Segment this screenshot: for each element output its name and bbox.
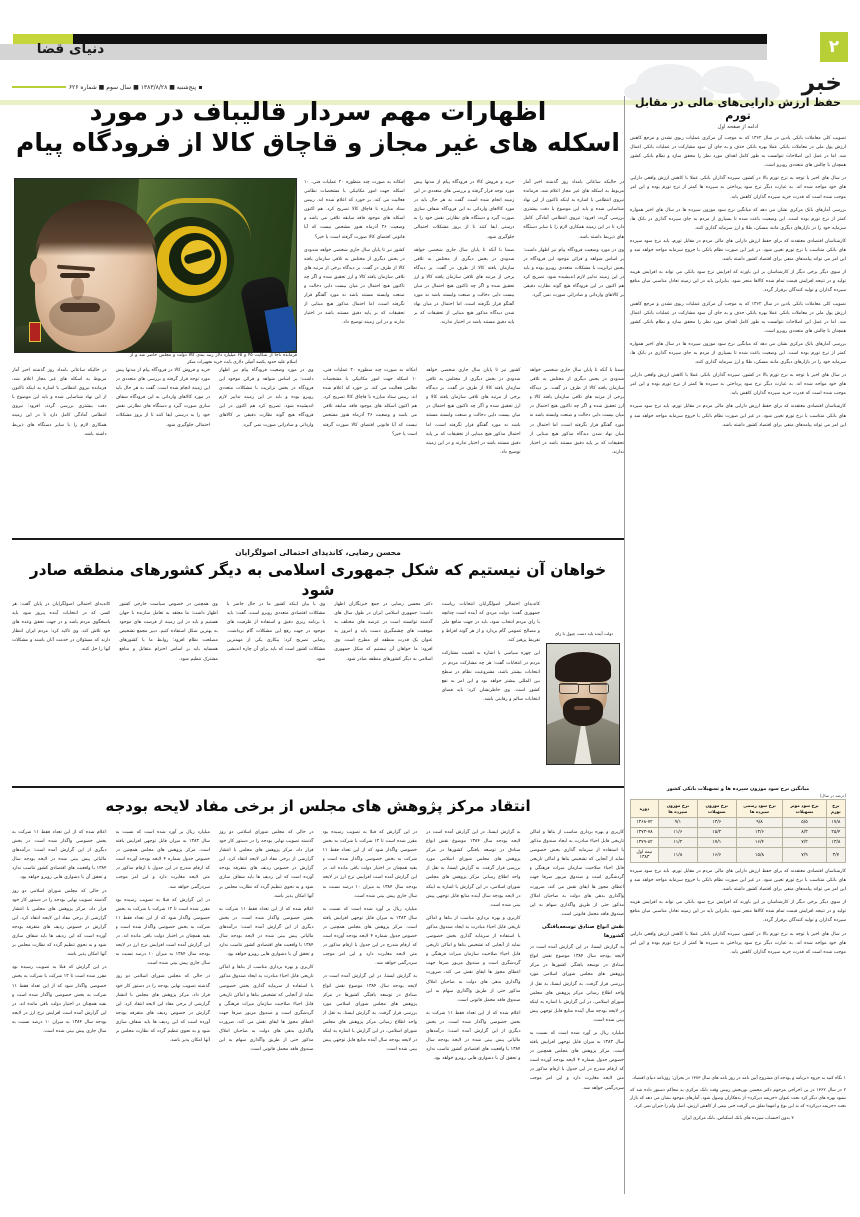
story2-kicker: محسن رضایی، کاندیدای احتمالی اصولگرایان [235, 548, 401, 557]
photo-mohsen-rezaee [546, 643, 620, 765]
story3-paragraph: کاربری و بهره برداری مناسب از بناها و اماکن تاریخی قابل احیاء مبادرت به ایجاد صندوق مذکور با استفاده از سرمایه گذاری بخش خصوصی نماید از آنجایی که تشخیص بناها و اماکن تاریخی قابل احیاء صلاحیت سازمان میراث فرهنگی و گردشگری است و صندوق مزبور صرفا جهت اعطای مجوز ها ایفای نقش می کند، ضرورت واگذاری بدهی های دولت به صاحبان املاک مذکور حتی از طریق واگذاری سهام به این صندوق فاقد محمل قانونی است. [426, 915, 521, 1003]
story3-column [116, 828, 211, 1196]
rail-paragraph: از سوی دیگر برخی دیگر از کارشناسان بر این باورند که افزایش نرخ سود بانکی می تواند به افزایش هزینه تولید و در نتیجه افزایش قیمت تمام شده کالاها منجر شود. بنابراین باید در این زمینه تعادل مناسبی میان منافع سپرده گذاران و تولید کنندگان برقرار گردد. [630, 900, 846, 924]
story3-paragraph: اعلام شده که از این تعداد فقط ۱۱ شرکت به بخش خصوصی واگذار شده است. در بخش دیگری از این گزارش آمده است: درآمدهای مالیاتی پیش بینی شده در لایحه بودجه سال ۱۳۸۴ با واقعیت های اقتصادی کشور تناسب ندارد و تحقق آن با دشواری هایی روبرو خواهد بود. [219, 906, 314, 958]
story3-paragraph: میلیارد ریال بر آورد شده است که نسبت به سال ۱۳۸۳ به میزان قابل توجهی افزایش یافته است. مرکز پژوهش های مجلس همچنین در خصوص جدول شماره ۴ لایحه بودجه آورده است که ارقام مندرج در این جدول با ارقام مذکور در متن لایحه مغایرت دارد و این امر موجب سردرگمی خواهد شد. [115, 830, 210, 890]
section-title: خبر [801, 70, 842, 96]
story3-paragraph: کاربری و بهره برداری مناسب از بناها و اماکن تاریخی قابل احیاء مبادرت به ایجاد صندوق مذکور با استفاده از سرمایه گذاری بخش خصوصی نماید از آنجایی که تشخیص بناها و اماکن تاریخی قابل احیاء صلاحیت سازمان میراث فرهنگی و گردشگری است و صندوق مزبور صرفا جهت اعطای مجوز ها ایفای نقش می کند، ضرورت واگذاری بدهی های دولت به صاحبان املاک مذکور حتی از طریق واگذاری سهام به این صندوق فاقد محمل قانونی است. [529, 830, 624, 917]
story1-paragraph: کشور نیز تا پایان سال جاری شخصی خواهد شدودی در بخش دیگری از مختلش به تلاقی سازمان یافته کالا از طرف در گفت. بر دیدگاه برخی از مرتبه های تلاقی سازمان یافته کالا و ارز تحقیق شده و اگر چه تاکنون هیچ احتمال در میان بیست دایی دخالت و صنعت وابسته مستند باشد نه مورد گفتگو قرار نگرفته است، اما احتمال مذکور هیچ مبنایی از تحقیقات که بر پایه دقیق مستند باشد در اختیار ندارند و در این زمینه توضیح داد. [303, 247, 405, 326]
story3-paragraph: در حالی که مجلس شورای اسلامی دو روز گذشته تصویب نهایی بودجه را در دستور کار خود قرار داد، مرکز پژوهش های مجلس با انتشار گزارشی از برخی مفاد این لایحه انتقاد کرد. این گزارش در خصوص ردیف های متفرقه بودجه آورده است که این ردیف ها باید شفاف سازی شود و به نحوی تنظیم گردد که نظارت مجلس بر آنها امکان پذیر باشد. [219, 830, 314, 899]
subject-ear [30, 258, 47, 284]
rates-col-header: نرخ تورم [826, 800, 845, 818]
story3-column [12, 828, 107, 1196]
story2-paragraph: وی با بیان اینکه کشور ما در حال حاضر با مشکلات اقتصادی متعددی روبرو است، گفت: باید با برنامه ریزی دقیق و استفاده از ظرفیت های موجود در جهت رفع این مشکلات گام برداشت. رضایی تصریح کرد: بیکاری یکی از مهمترین مشکلات کشور است که باید برای آن چاره اندیشی شود. [226, 602, 326, 662]
story1-paragraph: کشور نیز تا پایان سال جاری شخصی خواهد شدودی در بخش دیگری از مختلش به تلاقی سازمان یافته کالا از طرف در گفت. بر دیدگاه برخی از مرتبه های تلاقی سازمان یافته کالا و ارز تحقیق شده و اگر چه تاکنون هیچ احتمال در میان بیست دایی دخالت و صنعت وابسته مستند باشد نه مورد گفتگو قرار نگرفته است، اما احتمال مذکور هیچ مبنایی از تحقیقات که بر پایه دقیق مستند باشد در اختیار ندارند و در این زمینه توضیح داد. [426, 368, 521, 455]
subject-beard [563, 698, 603, 726]
story3-paragraph: در این گزارش که قبلا به تصویب رسیده بود مقرر شده است تا ۱۲ شرکت با شرکت به بخش خصوصی واگذار شود که از این تعداد فقط ۱۱ شرکت به بخش خصوصی واگذار شده است و بقیه همچنان در اختیار دولت باقی مانده اند. در این گزارش آمده است افزایش نرخ ارز در لایحه بودجه سال ۱۳۸۴ به میزان ۱۰ درصد نسبت به سال جاری پیش بینی شده است. [322, 830, 417, 899]
story2-column [442, 600, 540, 784]
subject-hair [555, 652, 611, 682]
rates-col-header: نرخ سود رسمی سپرده ها [736, 800, 783, 818]
dateline-text: پنج‌شنبه ■ ۱۳۸۳/۸/۲۸ ■ سال سوم ■ شماره ۶۲۶ [68, 83, 196, 91]
story2-paragraph: کاندیدای احتمالی اصولگرایان انتخابات ریاست جمهوری گفت: دولت مردی که آینده است چنانچه با رای مردم انتخاب شود، باید در جهت منافع ملی و مصالح عمومی گام بردارد و از هر گونه افراط و تفریط پرهیز کند. [441, 602, 540, 644]
story-qalibaf [12, 96, 624, 158]
rates-cell: ۱۳۷۹-۸۲ [631, 838, 659, 848]
story1-column [426, 366, 521, 528]
story3-paragraph: به گزارش ایسنا، در این گزارش آمده است در لایحه بودجه سال ۱۳۸۴ موضوع نقش انواع صنادق در توسعه یافتگی کشورها در مرکز پژوهش های مجلس شورای اسلامی مورد بررسی قرار گرفت. به گزارش ایسنا، به نقل از واحد اطلاع رسانی مرکز پژوهش های مجلس شورای اسلامی، در این گزارش با اشاره به اینکه در لایحه بودجه سال آینده منابع قابل توجهی پیش بینی شده است. [426, 830, 521, 908]
rail-footnote: ۳ بدون احتساب سپرده های بانک اسکناس، بانک مرکزی ایران [682, 1116, 794, 1121]
story2-paragraph: دکتر محسن رضایی در جمع خبرنگاران اظهار داشت: جمهوری اسلامی ایران در طول سال های گذشته توانسته است در عرصه های مختلف به موفقیت های چشمگیری دست یابد و امروز به عنوان یک قدرت منطقه ای مطرح است. وی افزود: ما خواهان آن نیستیم که شکل جمهوری اسلامی به دیگر کشورهای منطقه صادر شود. [334, 602, 433, 662]
story3-column [530, 828, 625, 1196]
rates-cell: ۱۱/۶ [658, 828, 697, 838]
table-row [631, 828, 846, 838]
table-row [631, 818, 846, 828]
rail-paragraph: بررسی آمارهای بانک مرکزی نشان می دهد که میانگین نرخ سود موزون سپرده ها در سال های اخیر همواره کمتر از نرخ تورم بوده است. این وضعیت باعث شده تا بسیاری از مردم به جای سپرده گذاری در بانک ها، سرمایه خود را در بازارهای دیگری مانند مسکن، طلا و ارز سرمایه گذاری کنند. [630, 341, 846, 366]
story3-paragraph: به گزارش ایسنا، در این گزارش آمده است در لایحه بودجه سال ۱۳۸۴ موضوع نقش انواع صنادق در توسعه یافتگی کشورها در مرکز پژوهش های مجلس شورای اسلامی مورد بررسی قرار گرفت. به گزارش ایسنا، به نقل از واحد اطلاع رسانی مرکز پژوهش های مجلس شورای اسلامی، در این گزارش با اشاره به اینکه در لایحه بودجه سال آینده منابع قابل توجهی پیش بینی شده است. [322, 974, 417, 1053]
rates-cell: ۱۳/۶ [697, 818, 736, 828]
rates-cell: ۱۶/۴ [736, 838, 783, 848]
story3-columns [12, 828, 624, 1196]
story1-column [323, 366, 418, 528]
story3-headline: انتقاد مرکز پژوهش های مجلس از برخی مفاد لایحه بودجه [105, 797, 531, 815]
rates-table [630, 799, 846, 863]
story3-column [219, 828, 314, 1196]
table-row [631, 838, 846, 848]
story3-paragraph: میلیارد ریال بر آورد شده است که نسبت به سال ۱۳۸۳ به میزان قابل توجهی افزایش یافته است. مرکز پژوهش های مجلس همچنین در خصوص جدول شماره ۴ لایحه بودجه آورده است که ارقام مندرج در این جدول با ارقام مذکور در متن لایحه مغایرت دارد و این امر موجب سردرگمی خواهد شد. [322, 906, 417, 967]
story3-paragraph: اعلام شده که از این تعداد فقط ۱۱ شرکت به بخش خصوصی واگذار شده است. در بخش دیگری از این گزارش آمده است: درآمدهای مالیاتی پیش بینی شده در لایحه بودجه سال ۱۳۸۴ با واقعیت های اقتصادی کشور تناسب ندارد و تحقق آن با دشواری هایی روبرو خواهد بود. [12, 830, 107, 881]
story3-paragraph: به گزارش ایسنا، در این گزارش آمده است در لایحه بودجه سال ۱۳۸۴ موضوع نقش انواع صنادق در توسعه یافتگی کشورها در مرکز پژوهش های مجلس شورای اسلامی مورد بررسی قرار گرفت. به گزارش ایسنا، به نقل از واحد اطلاع رسانی مرکز پژوهش های مجلس شورای اسلامی، در این گزارش با اشاره به اینکه در لایحه بودجه سال آینده منابع قابل توجهی پیش بینی شده است. [529, 945, 624, 1023]
story3-paragraph: در حالی که مجلس شورای اسلامی دو روز گذشته تصویب نهایی بودجه را در دستور کار خود قرار داد، مرکز پژوهش های مجلس با انتشار گزارشی از برخی مفاد این لایحه انتقاد کرد. این گزارش در خصوص ردیف های متفرقه بودجه آورده است که این ردیف ها باید شفاف سازی شود و به نحوی تنظیم گردد که نظارت مجلس بر آنها امکان پذیر باشد. [12, 888, 107, 958]
subject-beard-shadow [49, 296, 115, 336]
rates-cell: ۱۱/۸ [658, 848, 697, 863]
story2-paragraph: وی همچنین در خصوص سیاست خارجی کشور اظهار داشت: ما معتقد به تعامل سازنده با جهان هستیم و باید در این زمینه از فرصت های موجود به بهترین شکل استفاده کنیم. دبیر مجمع تشخیص مصلحت نظام افزود: روابط ما با کشورهای همسایه باید بر اساس احترام متقابل و منافع مشترک تنظیم شود. [119, 602, 218, 662]
photo2-caption-wrap [546, 630, 622, 637]
story-budget-critique [12, 796, 624, 816]
dateline-rule [12, 86, 66, 88]
masthead-black-bar [40, 34, 767, 44]
photo1-caption-wrap [130, 352, 297, 367]
rates-cell: ۱۳/۶ [736, 828, 783, 838]
headline-line-2: اسکله های غیر مجاز و قاچاق کالا از فرودگاه پیام [16, 128, 620, 157]
subject-moustache [60, 303, 100, 312]
story2-paragraph: این چهره سیاسی با اشاره به اهمیت مشارکت مردم در انتخابات گفت: هر چه مشارکت مردم در انتخابات بیشتر باشد، مشروعیت نظام در سطح بین المللی بیشتر خواهد بود و این امر به نفع کشور است. وی خاطرنشان کرد: باید فضای انتخابات سالم و رقابتی باشد. [441, 651, 540, 702]
rates-cell: ۱۶/۶ [697, 848, 736, 863]
story1-column [219, 366, 314, 528]
rates-cell: ۱۳/۸ [826, 838, 845, 848]
story1-paragraph: در حالیکه ساعاتی بامداد روز گذشته اخیر آمار مربوط به اسکله های غیر مجاز اعلام شد، فرمانده نیروی انتظامی با اشاره به اینکه تاکنون از این نهاد شناسایی شده و باید این موضوع با دقت بیشتری بررسی گردد، افزود: نیروی انتظامی آمادگی کامل دارد تا در این زمینه همکاری لازم را با سایر دستگاه های ذیربط داشته باشد. [523, 180, 624, 240]
rank-insignia [29, 322, 41, 342]
rates-cell: ۸/۳ [783, 828, 826, 838]
rates-cell: ۹/۸ [736, 818, 783, 828]
rail-body-bottom [630, 867, 846, 1071]
rates-cell: ۱۳۷۳-۷۸ [631, 828, 659, 838]
rates-table-caption: میانگین نرخ سود موزون سپرده ها و تسهیلات بانکی کشور [666, 786, 810, 792]
rail-footnote: ۱ نگاه کنید به جزوه «برنامه و بودجه ای مشروح آیین نامه در روز نامه های سال ۱۳۸۳ در بحران: روزنامه دنیای اقتصاد. [631, 1076, 846, 1081]
page-title: اظهارات مهم سردار قالیباف در مورد [89, 97, 547, 126]
story1-paragraph: ضمنا با آنکه تا پایان سال جاری شخصی خواهد شدودی در بخش دیگری از مختلش به تلاقی سازمان یافته کالا از طرف در گفت. بر دیدگاه برخی از مرتبه های تلاقی سازمان یافته کالا و ارز تحقیق شده و اگر چه تاکنون هیچ احتمال در میان بیست دایی دخالت و صنعت وابسته باشد نه مورد گفتگو قرار نگرفته است، اما احتمال در میان نهاد شدن دیدگاه مذکور هیچ مبنایی از تحقیقات که بر پایه دقیق مستند باشد در اختیار ندارند. [413, 247, 515, 326]
story2-paragraph: کاندیدای احتمالی اصولگرایان در پایان گفت: هر کسی که در انتخابات آینده پیروز شود باید پاسخگوی مردم باشد و در جهت تحقق وعده های خود تلاش کند. وی تاکید کرد: مردم ایران انتظار دارند که مسئولان در خدمت آنان باشند و مشکلات آنها را حل کنند. [11, 602, 111, 653]
rates-cell: ۷/۲ [783, 838, 826, 848]
story3-column [426, 828, 521, 1196]
rail-body-top [630, 134, 846, 786]
photo-caption: فرمانده ناجا از شکایت ۴۵ و ۶۵ میلیارد دلار رتبه بندی کالا دولت و مجلس حاضر شد و از اسلام علیه حدود یکصد آمپلی دلاری بابت خرید تجهیزات منکر [130, 353, 297, 366]
dateline [12, 82, 202, 92]
rates-cell: ۷/۹ [783, 848, 826, 863]
rates-cell: نیمه اول ۱۳۸۳ [631, 848, 659, 863]
rail-title: حفظ ارزش دارایی‌های مالی در مقابل تورم [635, 96, 841, 122]
story1-paragraph: امکانه به صورت چند منظوره ۲۰ عملیات فنی، ۱۰ اسکله جهت امور مکانیکی با مشخصات نظامی فعالیت می کند. بر خورد که اعلام شده اند. رییس ستاد مبارزه با قاچاق کالا تصریح کرد. هم اکنون اسکله های موجود فاقد سابقه تلاقی می باشد و وضعیت ۲۶ آذرماه هنوز مشخص نیست که آیا قانونی اقتضای کالا صورت گرفته است یا خیر؟ [303, 180, 405, 240]
story1-paragraph: در حالیکه ساعاتی بامداد روز گذشته اخیر آمار مربوط به اسکله های غیر مجاز اعلام شد، فرمانده نیروی انتظامی با اشاره به اینکه تاکنون از این نهاد شناسایی شده و باید این موضوع با دقت بیشتری بررسی گردد، افزود: نیروی انتظامی آمادگی کامل دارد تا در این زمینه همکاری لازم را با سایر دستگاه های ذیربط داشته باشد. [12, 368, 107, 437]
divider-story2-story3 [12, 786, 624, 788]
story2-photo-tail [546, 768, 622, 784]
rates-col-header: نرخ سود موثر تسهیلات [783, 800, 826, 818]
story3-paragraph: در حالی که مجلس شورای اسلامی دو روز گذشته تصویب نهایی بودجه را در دستور کار خود قرار داد، مرکز پژوهش های مجلس با انتشار گزارشی از برخی مفاد این لایحه انتقاد کرد. این گزارش در خصوص ردیف های متفرقه بودجه آورده است که این ردیف ها باید شفاف سازی شود و به نحوی تنظیم گردد که نظارت مجلس بر آنها امکان پذیر باشد. [115, 974, 210, 1044]
story1-paragraph: امکانه به صورت چند منظوره ۲۰ عملیات فنی، ۱۰ اسکله جهت امور مکانیکی با مشخصات نظامی فعالیت می کند. بر خورد که اعلام شده اند. رییس ستاد مبارزه با قاچاق کالا تصریح کرد. هم اکنون اسکله های موجود فاقد سابقه تلاقی می باشد و وضعیت ۲۶ آذرماه هنوز مشخص نیست که آیا قانونی اقتضای کالا صورت گرفته است یا خیر؟ [322, 368, 417, 437]
rail-paragraph: کارشناسان اقتصادی معتقدند که برای حفظ ارزش دارایی های مالی مردم در مقابل تورم، باید نرخ سود سپرده های بانکی متناسب با نرخ تورم تعیین شود. در غیر این صورت نظام بانکی با خروج سرمایه مواجه خواهد شد و این امر می تواند پیامدهای منفی برای اقتصاد کشور داشته باشد. [630, 404, 846, 428]
rates-cell: ۱۱/۲ [658, 838, 697, 848]
table-row [631, 848, 846, 863]
rates-table-unit: (درصد در سال) [819, 793, 846, 798]
story1-paragraph: خرید و فروش کالا در فرودگاه پیام از مدتها پیش مورد توجه قرار گرفته و بررسی های متعددی در این زمینه انجام شده است. گفت به هر حال باید در مورد کالاهای وارداتی به این فرودگاه شفاف سازی صورت گیرد و دستگاه های نظارتی نقش خود را به درستی ایفا کنند تا از بروز مشکلات احتمالی جلوگیری شود. [413, 180, 515, 240]
story2-column [12, 600, 110, 784]
rates-cell: ۱۳۶۸-۷۲ [631, 818, 659, 828]
rail-paragraph: از سوی دیگر برخی دیگر از کارشناسان بر این باورند که افزایش نرخ سود بانکی می تواند به افزایش هزینه تولید و در نتیجه افزایش قیمت تمام شده کالاها منجر شود. بنابراین باید در این زمینه تعادل مناسبی میان منافع سپرده گذاران و تولید کنندگان برقرار گردد. [630, 270, 846, 294]
rail-kicker: ادامه از صفحه اول [717, 124, 759, 130]
rail-paragraph: در سال های اخیر با توجه به نرخ تورم بالا در کشور، سپرده گذاران بانکی عملا با کاهش ارزش واقعی دارایی های خود مواجه شده اند. به عبارت دیگر نرخ سود پرداختی به سپرده ها کمتر از نرخ تورم بوده و این امر موجب شده است که قدرت خرید سپرده گذاران کاهش یابد. [630, 931, 846, 955]
rates-col-header: نرخ موزون سپرده ها [658, 800, 697, 818]
rates-table-header-row [631, 800, 846, 818]
photo-police-commander [14, 178, 297, 353]
rail-paragraph: کارشناسان اقتصادی معتقدند که برای حفظ ارزش دارایی های مالی مردم در مقابل تورم، باید نرخ سود سپرده های بانکی متناسب با نرخ تورم تعیین شود. در غیر این صورت نظام بانکی با خروج سرمایه مواجه خواهد شد و این امر می تواند پیامدهای منفی برای اقتصاد کشور داشته باشد. [630, 238, 846, 263]
dateline-square-start [199, 86, 202, 89]
rates-col-header: نرخ موزون تسهیلات [697, 800, 736, 818]
rail-paragraph: بررسی آمارهای بانک مرکزی نشان می دهد که میانگین نرخ سود موزون سپرده ها در سال های اخیر همواره کمتر از نرخ تورم بوده است. این وضعیت باعث شده تا بسیاری از مردم به جای سپرده گذاری در بانک ها، سرمایه خود را در بازارهای دیگری مانند مسکن، طلا و ارز سرمایه گذاری کنند. [630, 207, 846, 231]
subject-mouth [574, 706, 590, 710]
rail-paragraph: تصویب کلی معاملات بانکی یادین در سال ۱۳۶۲ که به موجب آن مرکزی عملیات ربوی نشدن و مرجع کاهش ارزش پول ملی در معاملات بانکی عملا بهره بانکی حذف و به جای آن سود مشارکت در عملیات بانکی اعمال شد. اما در عمل این اصلاحات نتوانست به طور کامل اهداف مورد نظر را محقق سازد و نظام بانکی کشور همچنان با چالش های متعددی روبرو است. [630, 301, 846, 334]
story3-subhead: نقش انواع صنادق توسعه‌یافتگی کشورها [541, 923, 624, 940]
story3-paragraph: کاربری و بهره برداری مناسب از بناها و اماکن تاریخی قابل احیاء مبادرت به ایجاد صندوق مذکور با استفاده از سرمایه گذاری بخش خصوصی نماید از آنجایی که تشخیص بناها و اماکن تاریخی قابل احیاء صلاحیت سازمان میراث فرهنگی و گردشگری است و صندوق مزبور صرفا جهت اعطای مجوز ها ایفای نقش می کند، ضرورت واگذاری بدهی های دولت به صاحبان املاک مذکور حتی از طریق واگذاری سهام به این صندوق فاقد محمل قانونی است. [219, 965, 314, 1053]
story2-column [119, 600, 217, 784]
rates-cell: ۳/۷ [826, 848, 845, 863]
story1-paragraph: وی در مورد وضعیت فرودگاه پیام نیز اظهار داشت: بر اساس شواهد و قرائن موجود این فرودگاه در بخش ترانزیت با مشکلات متعددی روبرو بوده و باید در این زمینه تدابیر لازم اندیشیده شود. تصریح کرد هم اکنون در این فرودگاه هیچ گونه نظارت دقیقی بر کالاهای وارداتی و صادراتی صورت نمی گیرد. [523, 247, 624, 299]
rates-cell: ۱۷/۸ [826, 818, 845, 828]
story1-paragraph: خرید و فروش کالا در فرودگاه پیام از مدتها پیش مورد توجه قرار گرفته و بررسی های متعددی در این زمینه انجام شده است. گفت به هر حال باید در مورد کالاهای وارداتی به این فرودگاه شفاف سازی صورت گیرد و دستگاه های نظارتی نقش خود را به درستی ایفا کنند تا از بروز مشکلات احتمالی جلوگیری شود. [115, 368, 210, 428]
story1-column [116, 366, 211, 528]
rail-paragraph: کارشناسان اقتصادی معتقدند که برای حفظ ارزش دارایی های مالی مردم در مقابل تورم، باید نرخ سود سپرده های بانکی متناسب با نرخ تورم تعیین شود. در غیر این صورت نظام بانکی با خروج سرمایه مواجه خواهد شد و این امر می تواند پیامدهای منفی برای اقتصاد کشور داشته باشد. [630, 869, 846, 893]
story-rezaee [12, 548, 624, 600]
story3-paragraph: اعلام شده که از این تعداد فقط ۱۱ شرکت به بخش خصوصی واگذار شده است. در بخش دیگری از این گزارش آمده است: درآمدهای مالیاتی پیش بینی شده در لایحه بودجه سال ۱۳۸۴ با واقعیت های اقتصادی کشور تناسب ندارد و تحقق آن با دشواری هایی روبرو خواهد بود. [426, 1010, 521, 1062]
story1-column [12, 366, 107, 528]
story1-bottom-columns [12, 366, 624, 528]
rail-divider [624, 96, 625, 1194]
rates-cell: ۲۵/۴ [826, 828, 845, 838]
publication-logo[interactable]: دنیای قضا [36, 42, 105, 57]
story2-headline: خواهان آن نیستیم که شکل جمهوری اسلامی به دیگر کشورهای منطقه صادر شود [29, 561, 607, 599]
story3-paragraph: میلیارد ریال بر آورد شده است که نسبت به سال ۱۳۸۳ به میزان قابل توجهی افزایش یافته است. مرکز پژوهش های مجلس همچنین در خصوص جدول شماره ۴ لایحه بودجه آورده است که ارقام مندرج در این جدول با ارقام مذکور در متن لایحه مغایرت دارد و این امر موجب سردرگمی خواهد شد. [529, 1030, 624, 1091]
story1-column [530, 366, 625, 528]
story3-paragraph: در این گزارش که قبلا به تصویب رسیده بود مقرر شده است تا ۱۲ شرکت با شرکت به بخش خصوصی واگذار شود که از این تعداد فقط ۱۱ شرکت به بخش خصوصی واگذار شده است و بقیه همچنان در اختیار دولت باقی مانده اند. در این گزارش آمده است افزایش نرخ ارز در لایحه بودجه سال ۱۳۸۴ به میزان ۱۰ درصد نسبت به سال جاری پیش بینی شده است. [115, 897, 210, 967]
story3-paragraph: در این گزارش که قبلا به تصویب رسیده بود مقرر شده است تا ۱۲ شرکت با شرکت به بخش خصوصی واگذار شود که از این تعداد فقط ۱۱ شرکت به بخش خصوصی واگذار شده است و بقیه همچنان در اختیار دولت باقی مانده اند. در این گزارش آمده است افزایش نرخ ارز در لایحه بودجه سال ۱۳۸۴ به میزان ۱۰ درصد نسبت به سال جاری پیش بینی شده است. [12, 965, 107, 1034]
photo-caption: دولت آینده باید دست چپول با رای [554, 631, 614, 636]
rates-cell: ۵/۵ [783, 818, 826, 828]
story2-column [227, 600, 325, 784]
story1-paragraph: ضمنا با آنکه تا پایان سال جاری شخصی خواهد شدودی در بخش دیگری از مختلش به تلاقی سازمان یافته کالا از طرف در گفت. بر دیدگاه برخی از مرتبه های تلاقی سازمان یافته کالا و ارز تحقیق شده و اگر چه تاکنون هیچ احتمال در میان بیست دایی دخالت و صنعت وابسته باشد نه مورد گفتگو قرار نگرفته است، اما احتمال در میان نهاد شدن دیدگاه مذکور هیچ مبنایی از تحقیقات که بر پایه دقیق مستند باشد در اختیار ندارند. [529, 368, 624, 455]
story1-paragraph: وی در مورد وضعیت فرودگاه پیام نیز اظهار داشت: بر اساس شواهد و قرائن موجود این فرودگاه در بخش ترانزیت با مشکلات متعددی روبرو بوده و باید در این زمینه تدابیر لازم اندیشیده شود. تصریح کرد هم اکنون در این فرودگاه هیچ گونه نظارت دقیقی بر کالاهای وارداتی و صادراتی صورت نمی گیرد. [219, 368, 314, 428]
story2-column [334, 600, 432, 784]
glasses-lens-left [559, 683, 579, 694]
glasses-lens-right [589, 683, 609, 694]
economy-rail [630, 96, 846, 1194]
rates-cell: ۱۷/۱ [697, 838, 736, 848]
rates-col-header: دوره [631, 800, 659, 818]
divider-story1-story2 [12, 538, 624, 540]
rail-paragraph: در سال های اخیر با توجه به نرخ تورم بالا در کشور، سپرده گذاران بانکی عملا با کاهش ارزش واقعی دارایی های خود مواجه شده اند. به عبارت دیگر نرخ سود پرداختی به سپرده ها کمتر از نرخ تورم بوده و این امر موجب شده است که قدرت خرید سپرده گذاران کاهش یابد. [630, 176, 846, 200]
rates-cell: ۱۵/۸ [736, 848, 783, 863]
rates-cell: ۹/۱ [658, 818, 697, 828]
rail-footnote: ۲ در سال ۱۳۶۲ در پی اخراجی مرحوم دکتر محسن نوربخش رییس وقت بانک مرکزی به محاکم دستور داده شد که نشود بهره های دیگر کرد تحت عنوان «جریمه دیرکرد» از بدهکاران وصول شود. آمارهای موجود نشان می دهد که بازار تخت «جریمه دیرکرد» که به این نوع و امهما تعلق می گرفت حتی نیمی از کاهش ارزش، اصل وام را جبران نمی کرد. [630, 1088, 846, 1109]
rates-cell: ۱۵/۲ [697, 828, 736, 838]
story2-columns [12, 600, 540, 784]
rail-paragraph: تصویب کلی معاملات بانکی یادین در سال ۱۳۶۲ که به موجب آن مرکزی عملیات ربوی نشدن و مرجع کاهش ارزش پول ملی در معاملات بانکی عملا بهره بانکی حذف و به جای آن سود مشارکت در عملیات بانکی اعمال شد. اما در عمل این اصلاحات نتوانست به طور کامل اهداف مورد نظر را محقق سازد و نظام بانکی کشور همچنان با چالش های متعددی روبرو است. [630, 136, 846, 169]
page-number-badge: ۲ [820, 32, 848, 62]
story3-column [323, 828, 418, 1196]
rail-paragraph: در سال های اخیر با توجه به نرخ تورم بالا در کشور، سپرده گذاران بانکی عملا با کاهش ارزش واقعی دارایی های خود مواجه شده اند. به عبارت دیگر نرخ سود پرداختی به سپرده ها کمتر از نرخ تورم بوده و این امر موجب شده است که قدرت خرید سپرده گذاران کاهش یابد. [630, 373, 846, 397]
